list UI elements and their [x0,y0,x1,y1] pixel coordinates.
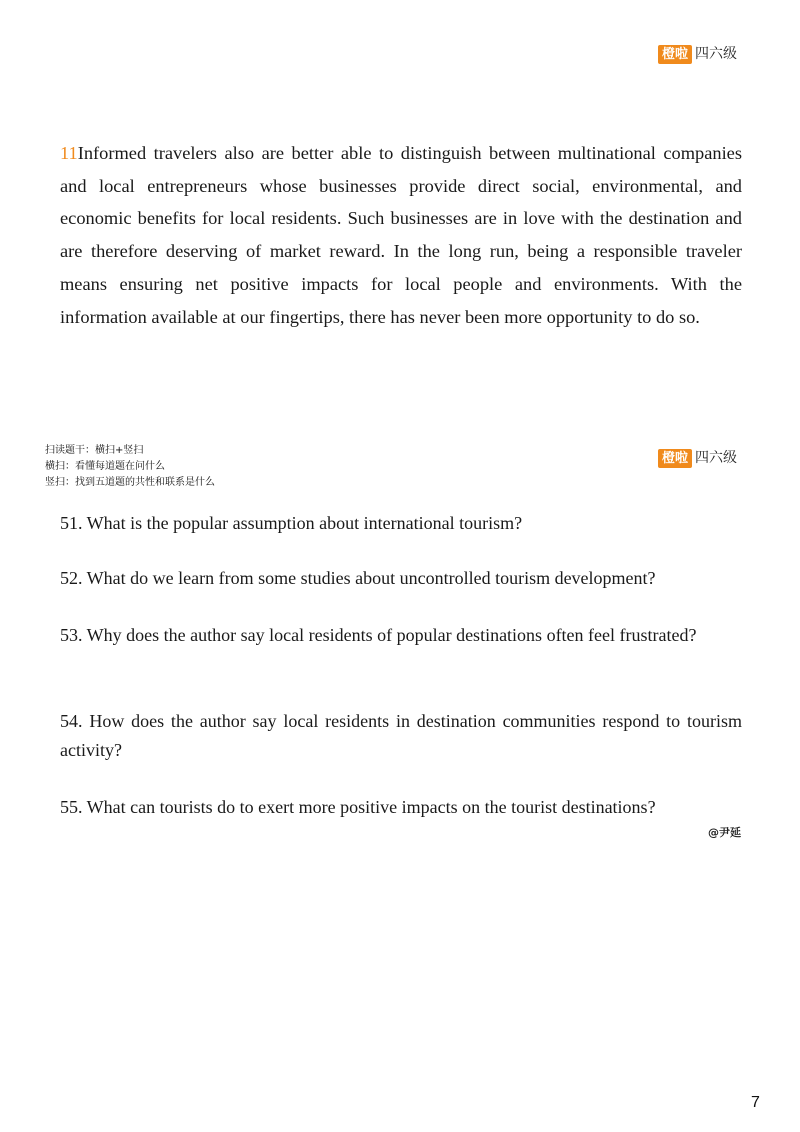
brand-text: 四六级 [695,450,738,466]
note-line: 横扫：看懂每道题在问什么 [45,461,165,472]
passage-paragraph [60,137,742,333]
brand-badge: 橙啦 [658,45,692,64]
paragraph-number: 11 [60,143,78,163]
note-line: 竖扫：找到五道题的共性和联系是什么 [45,477,215,488]
brand-logo-top [658,45,737,64]
paragraph-text: Informed travelers also are better able to distinguish between multinational companies and local entrepreneurs whose businesses provide direct social, environmental, and economic benefits for local residents. Such businesses are in love with the destination and are therefore deserving of market reward. In the long run, being a responsible traveler means ensuring net positive impacts for local people and environments. With the information available at our fingertips, there has never been more opportunity to do so. [60,143,742,327]
page-number: 7 [751,1094,760,1111]
brand-logo-mid [658,449,737,468]
brand-badge: 橙啦 [658,449,692,468]
question-54: 54. How does the author say local residents in destination communities respond to tourism activity? [60,711,742,760]
brand-text: 四六级 [695,46,738,62]
question-55: 55. What can tourists do to exert more positive impacts on the tourist destinations? [60,797,656,817]
reading-notes [45,443,215,491]
question-52: 52. What do we learn from some studies about uncontrolled tourism development? [60,568,656,588]
question-51: 51. What is the popular assumption about international tourism? [60,513,523,533]
note-line: 扫读题干：横扫+竖扫 [45,445,144,456]
question-53: 53. Why does the author say local residents of popular destinations often feel frustrated? [60,625,697,645]
author-credit: @尹延 [708,826,741,839]
